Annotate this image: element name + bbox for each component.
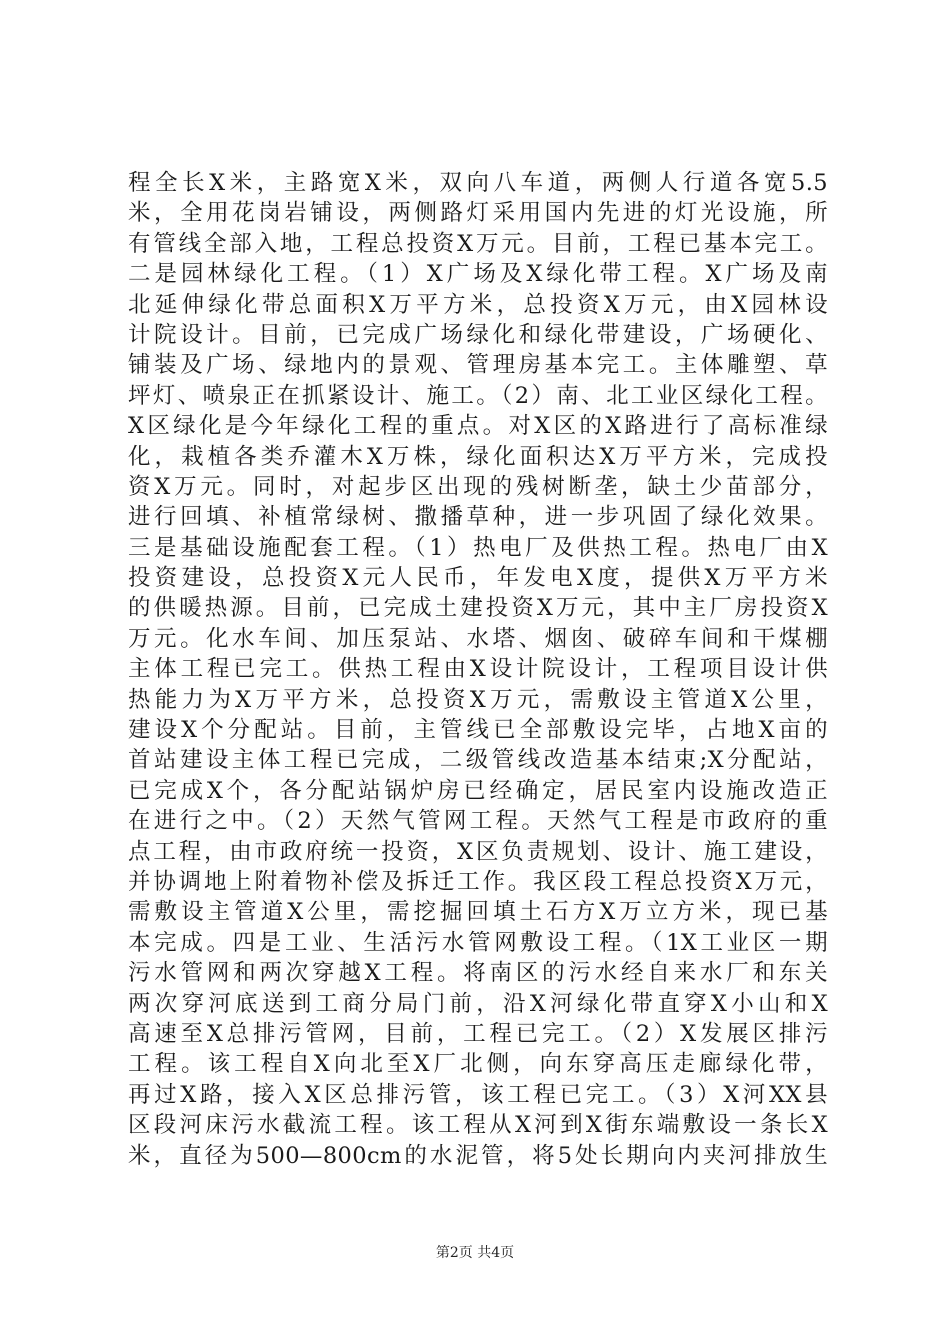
text-line: 需敷设主管道X公里，需挖掘回填土石方X万立方米，现已基 [128, 899, 828, 926]
text-line: 污水管网和两次穿越X工程。将南区的污水经自来水厂和东关 [128, 960, 828, 987]
text-line: 高速至X总排污管网，目前，工程已完工。（2）X发展区排污 [128, 1020, 828, 1047]
page-footer: 第2页 共4页 [435, 1245, 515, 1261]
text-line: 资X万元。同时，对起步区出现的残树断垄，缺土少苗部分， [128, 473, 828, 500]
text-line: 计院设计。目前，已完成广场绿化和绿化带建设，广场硬化、 [128, 321, 828, 348]
text-line: 三是基础设施配套工程。（1）热电厂及供热工程。热电厂由X [128, 534, 828, 561]
text-line: 点工程，由市政府统一投资，X区负责规划、设计、施工建设， [128, 838, 828, 865]
document-body [128, 168, 828, 1171]
text-line: 有管线全部入地，工程总投资X万元。目前，工程已基本完工。 [128, 230, 828, 257]
text-line: 并协调地上附着物补偿及拆迁工作。我区段工程总投资X万元， [128, 868, 828, 895]
text-line: 北延伸绿化带总面积X万平方米，总投资X万元，由X园林设 [128, 291, 828, 318]
text-line: 坪灯、喷泉正在抓紧设计、施工。（2）南、北工业区绿化工程。 [128, 382, 828, 409]
text-line: 化，栽植各类乔灌木X万株，绿化面积达X万平方米，完成投 [128, 443, 828, 470]
text-line: 米，直径为500—800cm的水泥管，将5处长期向内夹河排放生 [128, 1142, 828, 1169]
text-line: X区绿化是今年绿化工程的重点。对X区的X路进行了高标准绿 [128, 413, 828, 440]
text-line: 本完成。四是工业、生活污水管网敷设工程。（1X工业区一期 [128, 929, 828, 956]
text-line: 投资建设，总投资X元人民币，年发电X度，提供X万平方米 [128, 565, 828, 592]
text-line: 铺装及广场、绿地内的景观、管理房基本完工。主体雕塑、草 [128, 352, 828, 379]
text-line: 热能力为X万平方米，总投资X万元，需敷设主管道X公里， [128, 686, 828, 713]
text-line: 工程。该工程自X向北至X厂北侧，向东穿高压走廊绿化带， [128, 1051, 828, 1078]
text-line: 主体工程已完工。供热工程由X设计院设计，工程项目设计供 [128, 656, 828, 683]
text-line: 程全长X米，主路宽X米，双向八车道，两侧人行道各宽5.5 [128, 170, 828, 196]
text-line: 进行回填、补植常绿树、撒播草种，进一步巩固了绿化效果。 [128, 504, 828, 531]
text-line: 两次穿河底送到工商分局门前，沿X河绿化带直穿X小山和X [128, 990, 828, 1017]
text-line: 在进行之中。（2）天然气管网工程。天然气工程是市政府的重 [128, 808, 828, 835]
text-line: 二是园林绿化工程。（1）X广场及X绿化带工程。X广场及南 [128, 261, 828, 288]
text-line: 区段河床污水截流工程。该工程从X河到X街东端敷设一条长X [128, 1112, 828, 1139]
text-line: 已完成X个，各分配站锅炉房已经确定，居民室内设施改造正 [128, 777, 828, 804]
text-line: 首站建设主体工程已完成，二级管线改造基本结束;X分配站， [128, 747, 828, 774]
text-line: 再过X路，接入X区总排污管，该工程已完工。（3）X河XX县 [128, 1081, 828, 1108]
text-line: 米，全用花岗岩铺设，两侧路灯采用国内先进的灯光设施，所 [128, 200, 828, 227]
text-line: 的供暖热源。目前，已完成土建投资X万元，其中主厂房投资X [128, 595, 828, 622]
text-line: 建设X个分配站。目前，主管线已全部敷设完毕，占地X亩的 [128, 717, 828, 744]
text-line: 万元。化水车间、加压泵站、水塔、烟囱、破碎车间和干煤棚 [128, 625, 828, 652]
